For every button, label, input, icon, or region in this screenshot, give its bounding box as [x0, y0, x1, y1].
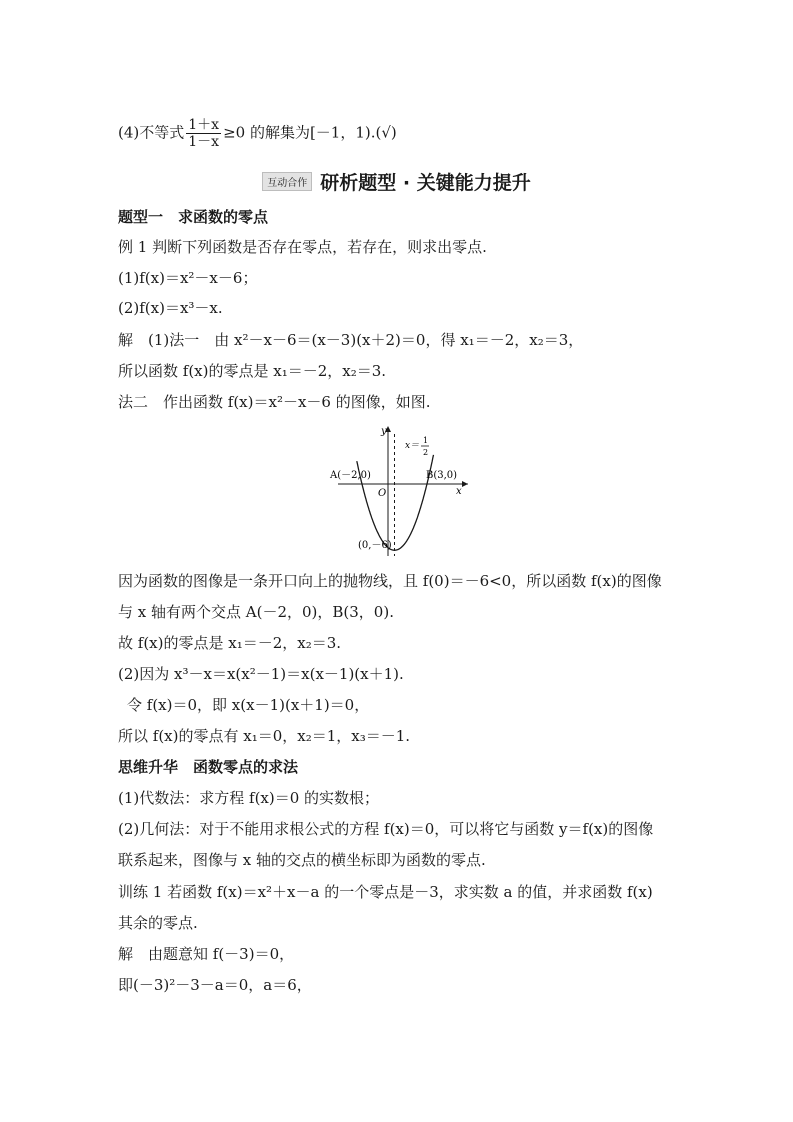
topic-heading: 题型一 求函数的零点: [118, 208, 269, 226]
fraction-numerator: 1＋x: [188, 117, 220, 133]
section-title: 研析题型 · 关键能力提升: [320, 172, 531, 194]
example-statement: 例 1 判断下列函数是否存在零点，若存在，则求出零点.: [118, 238, 487, 256]
label-symmetry-x: x＝: [405, 441, 420, 451]
fraction-denominator: 1－x: [188, 134, 220, 150]
answer-line: 即(－3)²－3－a＝0，a＝6，: [118, 976, 312, 994]
method-line: (1)代数法：求方程 f(x)＝0 的实数根；: [118, 789, 380, 807]
method-line: 联系起来，图像与 x 轴的交点的横坐标即为函数的零点.: [118, 851, 486, 869]
y-intercept-label: (0,－6): [358, 540, 392, 551]
exercise-statement: 其余的零点.: [118, 914, 198, 932]
method-heading: 思维升华 函数零点的求法: [118, 758, 299, 776]
answer-line: 解 由题意知 f(－3)＝0，: [118, 945, 295, 963]
inequality-line: [118, 117, 397, 150]
label-origin: O: [378, 488, 387, 499]
solution-line: 因为函数的图像是一条开口向上的抛物线，且 f(0)＝－6<0，所以函数 f(x)的图像: [118, 572, 662, 590]
text-segment: ≥0 的解集为[－1，1).(√): [223, 123, 397, 142]
method-line: (2)几何法：对于不能用求根公式的方程 f(x)＝0，可以将它与函数 y＝f(x)的图像: [118, 820, 654, 838]
solution-line: (2)因为 x³－x＝x(x²－1)＝x(x－1)(x＋1).: [118, 665, 404, 683]
point-a-label: A(－2,0): [330, 470, 371, 481]
solution-line: 令 f(x)＝0，即 x(x－1)(x＋1)＝0，: [127, 696, 370, 714]
solution-line: 故 f(x)的零点是 x₁＝－2，x₂＝3.: [118, 634, 342, 652]
label-symmetry-num: 1: [423, 436, 429, 445]
solution-line: 与 x 轴有两个交点 A(－2，0)，B(3，0).: [118, 603, 394, 621]
text-segment: (4)不等式: [118, 123, 185, 142]
question-1: (1)f(x)＝x²－x－6；: [118, 269, 258, 287]
parabola-graph: [318, 420, 478, 560]
solution-line: 所以 f(x)的零点有 x₁＝0，x₂＝1，x₃＝－1.: [118, 727, 411, 745]
point-b-label: B(3,0): [426, 470, 458, 481]
question-2: (2)f(x)＝x³－x.: [118, 299, 223, 317]
label-y: y: [381, 426, 387, 437]
fraction: [186, 117, 221, 150]
solution-line: 解 (1)法一 由 x²－x－6＝(x－3)(x＋2)＝0，得 x₁＝－2，x₂＝3，: [118, 331, 584, 349]
section-badge: 互动合作: [262, 172, 312, 191]
label-x: x: [456, 486, 462, 497]
label-symmetry-den: 2: [423, 448, 429, 457]
solution-line: 所以函数 f(x)的零点是 x₁＝－2，x₂＝3.: [118, 362, 387, 380]
solution-line: 法二 作出函数 f(x)＝x²－x－6 的图像，如图.: [118, 393, 431, 411]
x-axis-arrow: [462, 481, 468, 487]
exercise-statement: 训练 1 若函数 f(x)＝x²＋x－a 的一个零点是－3，求实数 a 的值，并求函数 f(x): [118, 883, 653, 901]
section-header: [0, 168, 793, 195]
